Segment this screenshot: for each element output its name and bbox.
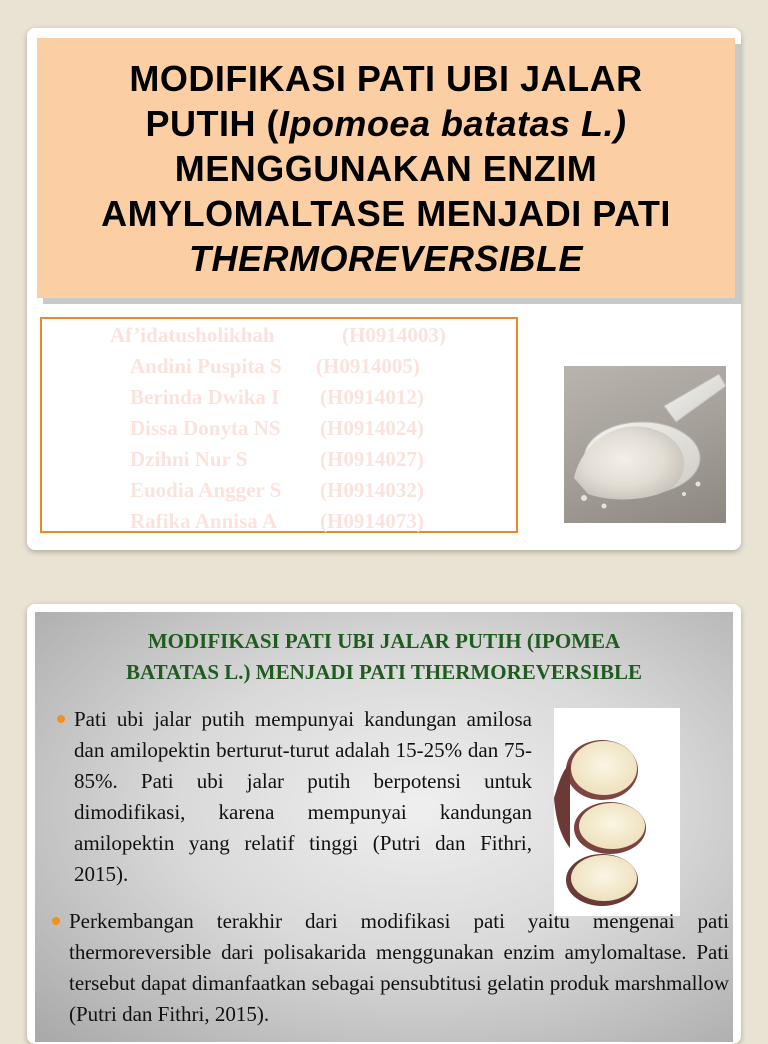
starch-powder-image [564,366,726,523]
author-id: (H0914005) [316,354,420,378]
author-id: (H0914003) [342,323,446,347]
author-id: (H0914032) [320,478,424,502]
bullet-paragraph-1: Pati ubi jalar putih mempunyai kandungan amilosa dan amilopektin berturut-turut adalah 15-25% dan 75-85%. Pati ubi jalar putih berpotensi untuk dimodifikasi, karena mempunyai kandungan amilopektin yang relatif tinggi (Putri dan Fithri, 2015). [74,707,532,886]
author-row [130,354,420,378]
title-line-4: AMYLOMALTASE MENJADI PATI [101,192,671,234]
author-id: (H0914012) [320,385,424,409]
author-row [130,416,424,440]
content-slide-body [35,612,733,1042]
content-slide [27,604,741,1044]
title-line-3: MENGGUNAKAN ENZIM [174,147,598,189]
sweet-potato-image [554,708,680,916]
author-row [130,385,424,409]
author-name: Dissa Donyta NS [130,416,281,440]
content-slide-title [35,626,733,688]
slide-title [101,56,671,281]
author-name: Dzihni Nur S [130,447,248,471]
title-slide [27,28,741,550]
title-box [37,38,735,298]
content-title-line-1: MODIFIKASI PATI UBI JALAR PUTIH (IPOMEA [147,629,621,653]
author-id: (H0914027) [320,447,424,471]
author-id: (H0914024) [320,416,424,440]
author-name: Andini Puspita S [130,354,282,378]
author-row [130,447,424,471]
authors-box [40,317,518,533]
author-row [130,509,424,533]
author-name: Berinda Dwika I [130,385,280,409]
author-name: Euodia Angger S [130,478,282,502]
author-id: (H0914073) [320,509,424,533]
title-line-5: THERMOREVERSIBLE [188,237,584,279]
title-line-1: MODIFIKASI PATI UBI JALAR [129,57,643,99]
author-name: Af’idatusholikhah [110,323,275,347]
starch-powder-scoop-icon [564,366,726,523]
bullet-icon [57,715,65,723]
sweet-potato-slices-icon [554,708,680,916]
title-line-2-prefix: PUTIH ( [145,102,279,144]
bullet-paragraph-2: Perkembangan terakhir dari modifikasi pati yaitu mengenai pati thermoreversible dari polisakarida menggunakan enzim amylomaltase. Pati tersebut dapat dimanfaatkan sebagai pensubtitusi gelatin produk marshmallow (Putri dan Fithri, 2015). [69,909,729,1026]
bullet-icon [52,917,60,925]
author-row [130,478,424,502]
author-name: Rafika Annisa A [130,509,278,533]
author-row [110,323,446,347]
content-title-line-2: BATATAS L.) MENJADI PATI THERMOREVERSIBLE [126,660,642,684]
title-line-2-scientific-name: Ipomoea batatas L.) [278,102,627,144]
